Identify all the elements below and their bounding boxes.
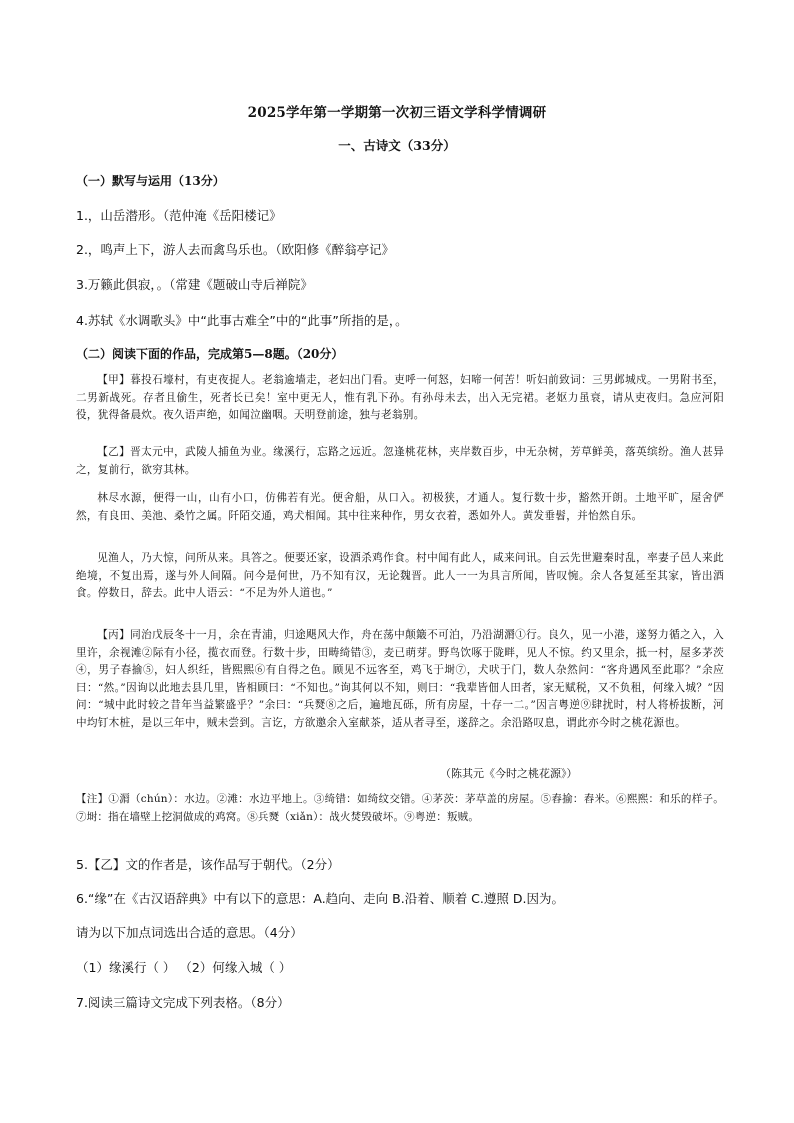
question-6-instruction: 请为以下加点词选出合适的意思。（4分） [76,925,303,940]
passage-bing: 【丙】同治戊辰冬十一月，余在青浦，归途飓风大作，舟在荡中颠簸不可泊，乃沿湖漘①行。良久，见一小港，遂努力循之入，入里许，余视滩②际有小径，揽衣而登。行数十步，田畴绮错③，麦已萌芽。野鸟饮啄于陇畔，见人不惊。约又里余，抵一村，屋多茅茨④，男子春揄⑤，妇人织纴，皆熙熙⑥有自得之色。顾见不远客至，鸡飞于埘⑦，犬吠于门，数人杂然问：“客舟遇风至此耶？”余应曰：“然。”因询以此地去县几里，皆相顾曰：“不知也。”询其何以不知，则曰：“我辈皆佃人田者，家无赋税，又不负租，何缘入城？”因问：“城中此时较之昔年当益繁盛乎？”余曰：“兵燹⑧之后，遍地瓦砾，所有房屋，十存一二。”因言粤逆⑨肆扰时，村人将桥拔断，河中均钉木桩，是以三年中，贼未尝到。言讫，方欲邀余入室献茶，适从者寻至，遂辞之。余沿路叹息，谓此亦今时之桃花源也。 [76,629,724,729]
passage-attribution: （陈其元《今时之桃花源》） [440,767,578,780]
question-3: 3.万籁此俱寂，。（常建《题破山寺后禅院》 [76,277,313,292]
question-4: 4.苏轼《水调歌头》中“此事古难全”中的“此事”所指的是，。 [76,313,408,328]
section-title: 一、古诗文（33分） [338,138,456,153]
page-title: 2025学年第一学期第一次初三语文学科学情调研 [247,105,547,121]
part1-heading: （一）默写与运用（13分） [76,174,225,188]
question-7: 7.阅读三篇诗文完成下列表格。（8分） [76,995,290,1010]
question-1: 1.，山岳潜形。（范仲淹《岳阳楼记》 [76,208,282,223]
passage-yi-paragraph-1: 【乙】晋太元中，武陵人捕鱼为业。缘溪行，忘路之远近。忽逢桃花林，夹岸数百步，中无杂树，芳草鲜美，落英缤纷。渔人甚异之，复前行，欲穷其林。 [76,446,724,476]
annotations: 【注】①漘（chún）：水边。②滩：水边平地上。③绮错：如绮纹交错。④茅茨：茅草盖的房屋。⑤舂揄：舂米。⑥熙熙：和乐的样子。⑦埘：指在墙壁上挖洞做成的鸡窝。⑧兵燹（xiǎn）：战火焚毁破坏。⑨粤逆：叛贼。 [76,793,724,823]
question-6: 6.“缘”在《古汉语辞典》中有以下的意思：A.趋向、走向 B.沿着、顺着 C.遵照 D.因为。 [76,891,564,906]
question-6-items: （1）缘溪行（ ） （2）何缘入城（ ） [76,960,292,975]
passage-jia: 【甲】暮投石壕村，有吏夜捉人。老翁逾墙走，老妇出门看。吏呼一何怒，妇啼一何苦！听妇前致词：三男邺城戍。一男附书至，二男新战死。存者且偷生，死者长已矣！室中更无人，惟有乳下孙。有孙母未去，出入无完裙。老妪力虽衰，请从吏夜归。急应河阳役，犹得备晨炊。夜久语声绝，如闻泣幽咽。天明登前途，独与老翁别。 [76,374,724,421]
part2-heading: （二）阅读下面的作品，完成第5—8题。（20分） [76,347,344,361]
passage-yi-paragraph-3: 见渔人，乃大惊，问所从来。具答之。便要还家，设酒杀鸡作食。村中闻有此人，咸来问讯。自云先世避秦时乱，率妻子邑人来此绝境，不复出焉，遂与外人间隔。问今是何世，乃不知有汉，无论魏晋。此人一一为具言所闻，皆叹惋。余人各复延至其家，皆出酒食。停数日，辞去。此中人语云：“不足为外人道也。” [76,552,724,599]
question-5: 5.【乙】文的作者是，该作品写于朝代。（2分） [76,857,340,872]
question-2: 2.，鸣声上下，游人去而禽鸟乐也。（欧阳修《醉翁亭记》 [76,242,395,257]
passage-yi-paragraph-2: 林尽水源，便得一山，山有小口，仿佛若有光。便舍船，从口入。初极狭，才通人。复行数十步，豁然开朗。土地平旷，屋舍俨然，有良田、美池、桑竹之属。阡陌交通，鸡犬相闻。其中往来种作，男女衣着，悉如外人。黄发垂髫，并怡然自乐。 [76,492,724,522]
